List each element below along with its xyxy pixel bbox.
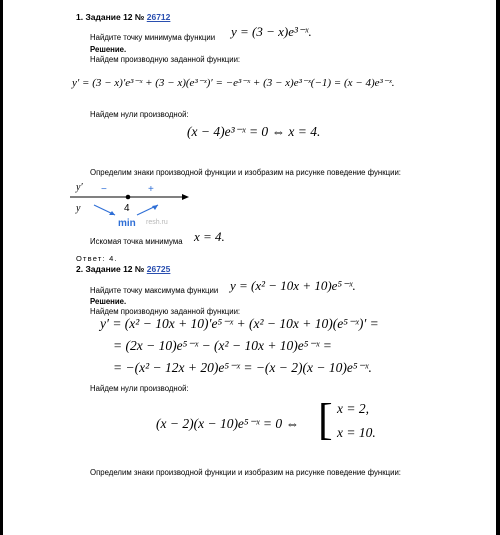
task2-derivative-line1: y′ = (x² − 10x + 10)′e⁵⁻ˣ + (x² − 10x + 10)(e⁵⁻ˣ)′ = <box>100 316 379 331</box>
task1-solution-label: Решение. <box>90 45 127 54</box>
diagram-y-label: y <box>76 203 81 214</box>
task1-answer-intro: Искомая точка минимума <box>90 237 183 246</box>
task2-header-prefix: 2. Задание 12 № <box>76 264 145 274</box>
task2-function: y = (x² − 10x + 10)e⁵⁻ˣ. <box>230 278 356 293</box>
task1-answer-value: x = 4. <box>194 229 225 244</box>
diagram-yprime-label: y′ <box>76 182 83 193</box>
task2-zeros-intro: Найдем нули производной: <box>90 384 189 393</box>
task1-header <box>76 12 170 22</box>
task2-solution-label: Решение. <box>90 297 127 306</box>
left-border <box>0 0 3 535</box>
task2-root2: x = 10. <box>337 425 376 440</box>
task1-prompt: Найдите точку минимума функции <box>90 33 216 42</box>
task2-signs-intro: Определим знаки производной функции и изобразим на рисунке поведение функции: <box>90 468 401 477</box>
diagram-plus-sign: + <box>148 184 154 195</box>
task2-root1: x = 2, <box>337 401 369 416</box>
task1-derivative-intro: Найдем производную заданной функции: <box>90 55 241 64</box>
task1-derivative-formula: y′ = (3 − x)′e³⁻ˣ + (3 − x)(e³⁻ˣ)′ = −e³⁻ˣ + (3 − x)e³⁻ˣ(−1) = (x − 4)e³⁻ˣ. <box>72 77 395 89</box>
task1-answer-line: Ответ: 4. <box>76 254 118 263</box>
task2-roots-bracket: [ <box>318 395 333 444</box>
task1-header-prefix: 1. Задание 12 № <box>76 12 145 22</box>
diagram-point-label: 4 <box>124 203 130 214</box>
task2-derivative-intro: Найдем производную заданной функции: <box>90 307 241 316</box>
task1-zeros-equation: (x − 4)e³⁻ˣ = 0 ⇔ x = 4. <box>187 124 321 139</box>
diagram-minus-sign: − <box>101 184 107 195</box>
task1-signs-intro: Определим знаки производной функции и изобразим на рисунке поведение функции: <box>90 168 401 177</box>
right-border <box>496 0 500 535</box>
task2-header <box>76 264 170 274</box>
diagram-min-label: min <box>118 218 136 229</box>
diagram-watermark: resh.ru <box>146 219 168 226</box>
task2-zeros-lhs: (x − 2)(x − 10)e⁵⁻ˣ = 0 ⇔ <box>156 416 300 431</box>
task1-zeros-intro: Найдем нули производной: <box>90 110 189 119</box>
task2-link[interactable]: 26725 <box>146 264 171 274</box>
task2-prompt: Найдите точку максимума функции <box>90 286 219 295</box>
task1-link[interactable]: 26712 <box>146 12 171 22</box>
diagram-axis-arrowhead <box>182 194 189 200</box>
sign-diagram <box>66 178 196 236</box>
task1-function: y = (3 − x)e³⁻ˣ. <box>231 24 312 39</box>
task2-derivative-line2: = (2x − 10)e⁵⁻ˣ − (x² − 10x + 10)e⁵⁻ˣ = <box>113 338 332 353</box>
task2-derivative-line3: = −(x² − 12x + 20)e⁵⁻ˣ = −(x − 2)(x − 10)e⁵⁻ˣ. <box>113 360 372 375</box>
diagram-critical-point <box>126 195 131 200</box>
